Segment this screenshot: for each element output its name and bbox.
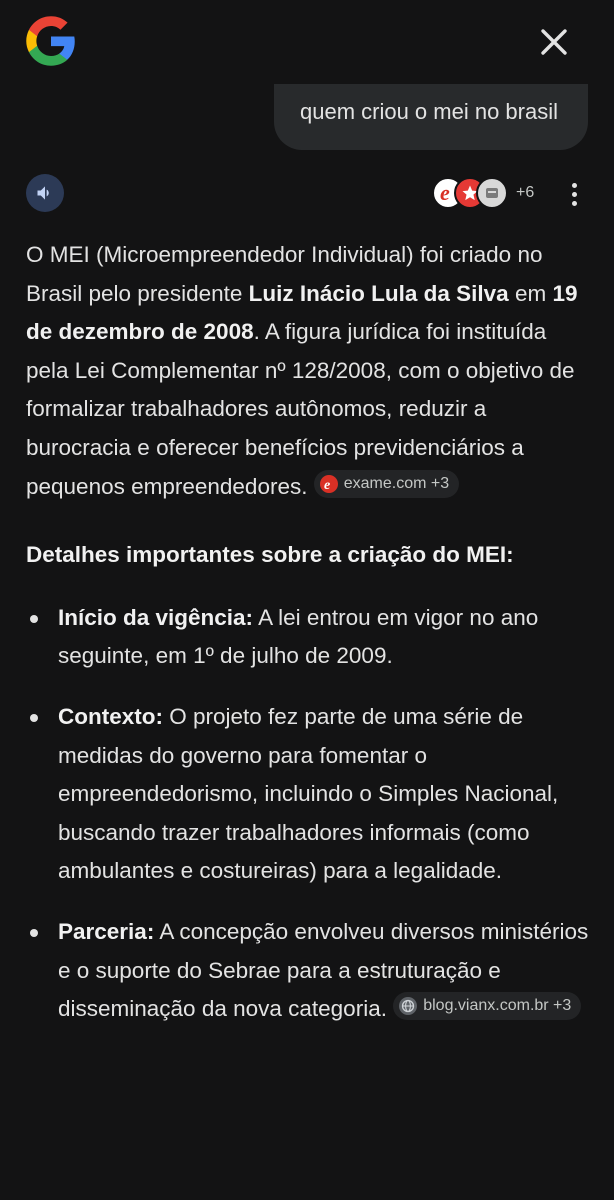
source-chip-exame[interactable]: e exame.com +3	[314, 470, 459, 498]
list-item: Contexto: O projeto fez parte de uma série de medidas do governo para fomentar o empreendedorismo, incluindo o Simples Nacional, buscando trazer trabalhadores informais (como ambulantes e costureiras) para a legalidade.	[26, 698, 594, 891]
svg-text:e: e	[323, 477, 330, 491]
source-count: +6	[516, 184, 535, 201]
creation-date: 19 de dezembro de 2008	[26, 280, 578, 345]
svg-text:e: e	[440, 182, 450, 204]
answer-content	[26, 236, 594, 1051]
sources-button[interactable]	[432, 176, 534, 210]
user-query-text: quem criou o mei no brasil	[299, 99, 558, 124]
speaker-icon	[35, 183, 55, 203]
list-item: Início da vigência: A lei entrou em vigor no ano seguinte, em 1º de julho de 2009.	[26, 599, 594, 676]
more-vert-icon	[572, 183, 577, 188]
exame-favicon	[320, 475, 338, 493]
section-title: Detalhes importantes sobre a criação do MEI:	[26, 542, 514, 568]
more-options-button[interactable]	[562, 180, 586, 208]
google-g-icon[interactable]	[24, 14, 78, 68]
close-button[interactable]	[534, 22, 574, 62]
president-name: Luiz Inácio Lula da Silva	[248, 280, 509, 306]
answer-paragraph: O MEI (Microempreendedor Individual) foi criado no Brasil pelo presidente Luiz Inácio Lula da Silva em 19 de dezembro de 2008. A figura jurídica foi instituída pela Lei Complementar nº 128/2008, com o objetivo de formalizar trabalhadores autônomos, reduzir a burocracia e oferecer benefícios previdenciários a pequenos empreendedores. e exame.com +3	[26, 242, 578, 499]
user-query-bubble	[274, 84, 588, 150]
read-aloud-button[interactable]	[26, 174, 64, 212]
close-icon	[543, 31, 565, 53]
list-item: Parceria: A concepção envolveu diversos ministérios e o suporte do Sebrae para a estruturação e disseminação da nova categoria. blog.vianx.com.br +3	[26, 913, 594, 1029]
generic-favicon	[476, 177, 508, 209]
source-chip-vianx[interactable]: blog.vianx.com.br +3	[393, 992, 581, 1020]
details-list	[26, 599, 594, 1029]
globe-icon	[399, 997, 417, 1015]
